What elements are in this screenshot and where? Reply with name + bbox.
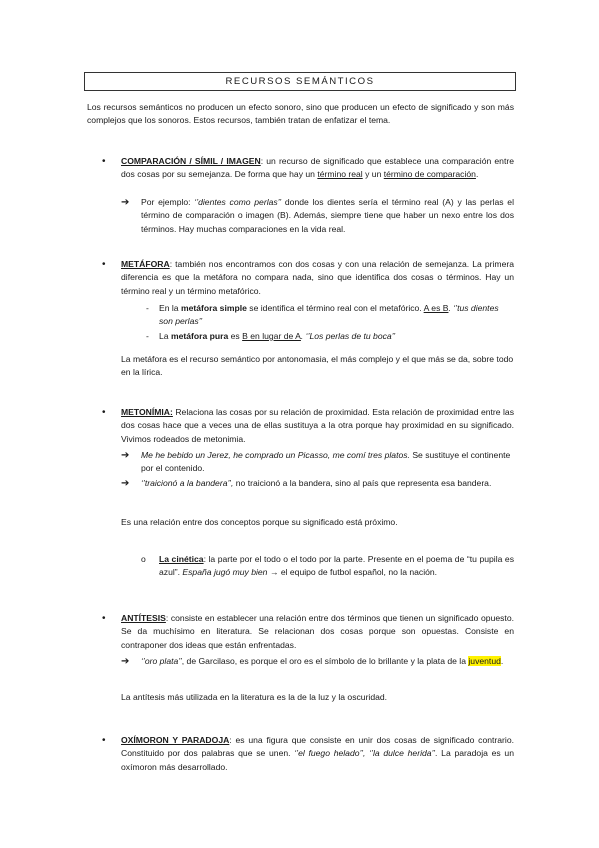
metonimia-heading: METONÍMIA: [121, 407, 173, 417]
intro-paragraph: Los recursos semánticos no producen un efecto sonoro, sino que producen un efecto de significado y son más complejos que los sonoros. Estos recursos, también tratan de enfatizar el tema. [87, 102, 514, 126]
dash-marker: - [146, 331, 149, 341]
bullet-icon: • [102, 156, 106, 167]
comparacion-heading: COMPARACIÓN / SÍMIL / IMAGEN [121, 156, 261, 166]
oximoron-paragraph: OXÍMORON Y PARADOJA: es una figura que consiste en unir dos cosas de significado contrario. Constituido por dos palabras que se unen. ‘’el fuego helado’’, ‘’la dulce herida’’. La paradoja es un oxímoron más desarrollado. [121, 735, 514, 772]
oximoron-heading: OXÍMORON Y PARADOJA [121, 735, 230, 745]
bullet-icon: • [102, 613, 106, 624]
bullet-icon: • [102, 735, 106, 746]
bullet-icon: • [102, 407, 106, 418]
circle-bullet-icon: o [141, 554, 146, 564]
metafora-simple-item: En la metáfora simple se identifica el término real con el metafórico. A es B. ‘’tus dientes son perlas’’ [159, 303, 499, 327]
arrow-icon: ➔ [121, 450, 130, 461]
metonimia-closing: Es una relación entre dos conceptos porque su significado está próximo. [121, 517, 398, 527]
cinetica-heading: La cinética [159, 554, 204, 564]
metafora-paragraph: METÁFORA: también nos encontramos con dos cosas y con una relación de semejanza. La primera diferencia es que la metáfora no compara nada, sino que identifica dos cosas o términos. Hay un término real y un término metafórico. [121, 259, 514, 296]
antitesis-paragraph: ANTÍTESIS: consiste en establecer una relación entre dos términos que tienen un significado opuesto. Se da muchísimo en literatura. Se relacionan dos cosas porque son opuestas. Consiste en contraponer dos ideas que están enfrentadas. [121, 613, 514, 650]
antitesis-example: ‘’oro plata’’, de Garcilaso, es porque el oro es el símbolo de lo brillante y la plata de la juventud. [141, 656, 504, 666]
metonimia-example-1: Me he bebido un Jerez, he comprado un Picasso, me comí tres platos. Se sustituye el continente por el contenido. [141, 450, 511, 474]
metonimia-paragraph: METONÍMIA: Relaciona las cosas por su relación de proximidad. Esta relación de proximidad entre las dos cosas hace que a veces una de ellas sustituya a la otra porque hay proximidad en su significado. Vivimos rodeados de metonimia. [121, 407, 514, 444]
comparacion-paragraph: COMPARACIÓN / SÍMIL / IMAGEN: un recurso de significado que establece una comparación entre dos cosas por su semejanza. De forma que hay un término real y un término de comparación. [121, 156, 514, 180]
antitesis-closing: La antítesis más utilizada en la literatura es la de la luz y la oscuridad. [121, 692, 388, 702]
arrow-icon: ➔ [121, 478, 130, 489]
metafora-closing: La metáfora es el recurso semántico por antonomasia, el más complejo y el que más se da, sobre todo en la lírica. [121, 354, 514, 378]
bullet-icon: • [102, 259, 106, 270]
metafora-pura-item: La metáfora pura es B en lugar de A. ‘’Los perlas de tu boca’’ [159, 331, 396, 341]
metonimia-example-2: ‘’traicionó a la bandera’’, no traicionó a la bandera, sino al país que representa esa bandera. [141, 478, 492, 488]
page-title: RECURSOS SEMÁNTICOS [84, 72, 516, 91]
antitesis-heading: ANTÍTESIS [121, 613, 166, 623]
metafora-heading: METÁFORA [121, 259, 170, 269]
comparacion-example: Por ejemplo: ‘’dientes como perlas’’ donde los dientes sería el término real (A) y las perlas el término de comparación o imagen (B). Además, siempre tiene que haber un nexo entre los dos términos. Hay muchas comparaciones en la vida real. [141, 197, 514, 234]
arrow-icon: ➔ [121, 656, 130, 667]
dash-marker: - [146, 303, 149, 313]
highlighted-word: juventud [468, 656, 501, 666]
cinetica-item: La cinética: la parte por el todo o el todo por la parte. Presente en el poema de “tu pupila es azul”. España jugó muy bien → el equipo de futbol español, no la nación. [159, 554, 515, 578]
arrow-icon: ➔ [121, 197, 130, 208]
